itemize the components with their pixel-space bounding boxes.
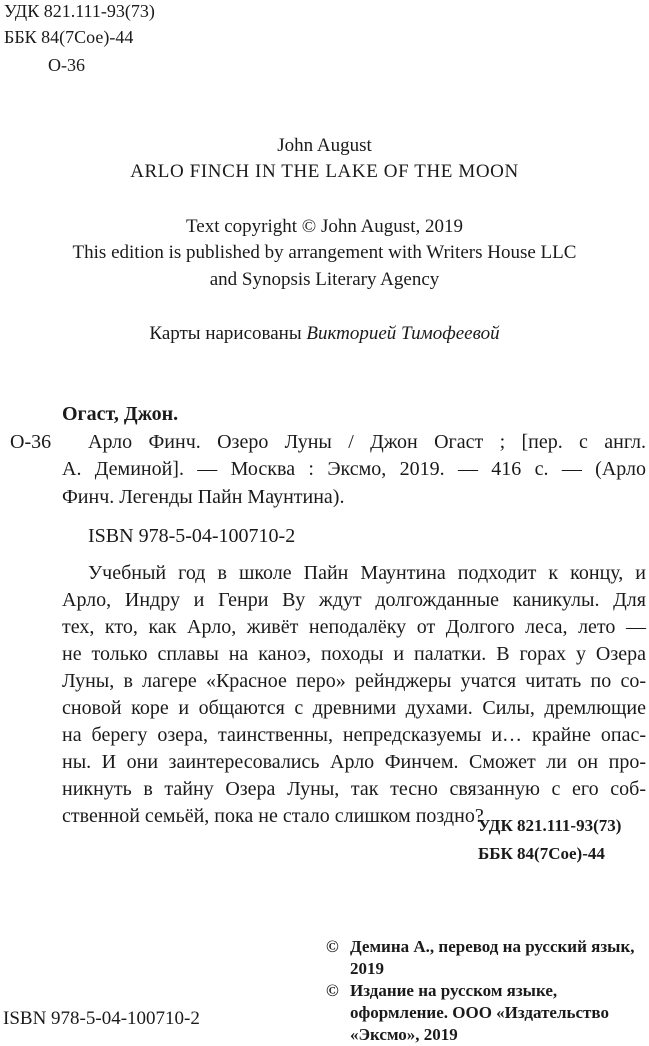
- footer-copyright-block: [326, 936, 646, 1046]
- bib-line-2: А. Деминой]. — Москва : Эксмо, 2019. — 416 с. — (Арло: [62, 458, 646, 480]
- footer-copyright-item: [326, 980, 646, 1046]
- footer-copyright-item: [326, 936, 646, 980]
- header-bbk: ББК 84(7Сое)-44: [4, 27, 134, 47]
- header-code: О-36: [48, 55, 85, 75]
- footer-copyright-1: Демина А., перевод на русский язык, 2019: [350, 937, 635, 978]
- copyright-mark: ©: [326, 981, 339, 1000]
- maps-credit: [0, 321, 649, 346]
- bib-line-1: Арло Финч. Озеро Луны / Джон Огаст ; [пер. с англ.: [88, 431, 646, 453]
- annotation-line: никнуть в тайну Озера Луны, так тесно связанную с его соб-: [62, 778, 646, 800]
- bib-line-3: Финч. Легенды Пайн Маунтина).: [62, 486, 345, 508]
- classification-bbk: ББК 84(7Сое)-44: [478, 844, 605, 863]
- original-author: John August: [277, 135, 372, 156]
- bib-code: О-36: [10, 431, 52, 453]
- bib-isbn: ISBN 978-5-04-100710-2: [88, 525, 296, 547]
- maps-credit-prefix: Карты нарисованы: [149, 323, 302, 344]
- copyright-mark: ©: [326, 937, 339, 956]
- annotation-line: на берегу озера, таинственны, непредсказуемы и… крайне опас-: [62, 724, 646, 746]
- copyright-line-3: and Synopsis Literary Agency: [209, 269, 440, 290]
- annotation-line: Арло, Индру и Генри Ву ждут долгожданные каникулы. Для: [62, 589, 646, 611]
- author-heading: Огаст, Джон.: [62, 403, 179, 425]
- annotation-line: Луны, в лагере «Красное перо» рейнджеры учатся читать по со-: [62, 670, 646, 692]
- original-title: ARLO FINCH IN THE LAKE OF THE MOON: [130, 161, 519, 182]
- copyright-line-2: This edition is published by arrangement with Writers House LLC: [72, 242, 577, 263]
- annotation-line: тех, кто, как Арло, живёт неподалёку от Долгого леса, лето —: [62, 616, 646, 638]
- header-udk: УДК 821.111-93(73): [4, 1, 155, 21]
- annotation-line: сновой коре и общаются с древними духами. Силы, дремлющие: [62, 697, 646, 719]
- annotation-line: ны. И они заинтересовались Арло Финчем. Сможет ли он про-: [62, 751, 646, 773]
- maps-credit-artist: Викторией Тимофеевой: [306, 323, 500, 344]
- annotation-last-line: ственной семьёй, пока не стало слишком поздно?: [62, 805, 484, 827]
- copyright-line-1: Text copyright © John August, 2019: [186, 216, 463, 237]
- classification-udk: УДК 821.111-93(73): [478, 816, 622, 835]
- footer-isbn: ISBN 978-5-04-100710-2: [3, 1008, 200, 1029]
- annotation-line: не только сплавы на каноэ, походы и палатки. В горах у Озера: [62, 643, 646, 665]
- footer-copyright-2: Издание на русском языке, оформление. ООО «Издательство «Эксмо», 2019: [350, 981, 609, 1044]
- annotation-line: Учебный год в школе Пайн Маунтина подходит к концу, и: [88, 562, 646, 584]
